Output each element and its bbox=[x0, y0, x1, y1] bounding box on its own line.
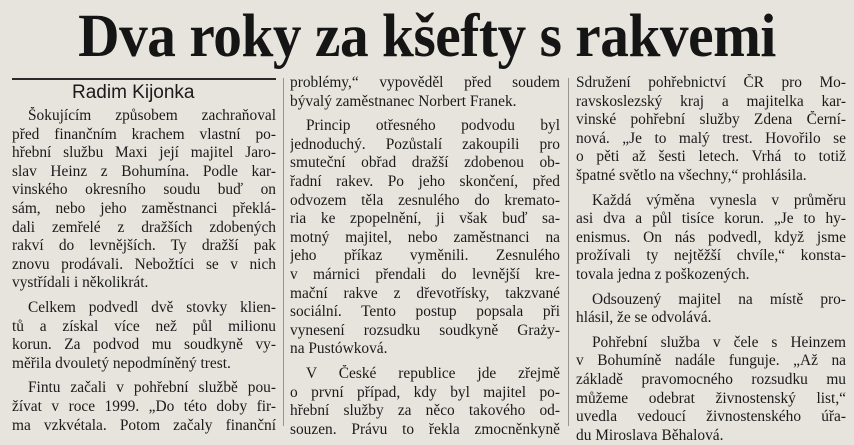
article-line: enismus. On nás podvedl, když jsme bbox=[576, 228, 846, 246]
article-line: základě pravomocného rozsudku mu bbox=[576, 370, 846, 388]
article-line: tů a získal více než půl milionu bbox=[12, 317, 276, 335]
article-line: jeho příkaz vyměnili. Zesnulého bbox=[290, 247, 560, 265]
column-2 bbox=[290, 74, 560, 439]
article-line: sociální. Tento postup popsala při bbox=[290, 303, 560, 321]
article-line: hřební služby za něco takového od- bbox=[290, 402, 560, 420]
article-line: Princip otřesného podvodu byl bbox=[306, 117, 560, 135]
article-line: rakví do levnějších. Ty dražší pak bbox=[12, 237, 276, 255]
column-divider bbox=[283, 78, 284, 426]
article-line: řadní rakev. Po jeho skončení, před bbox=[290, 172, 560, 190]
article-line: tovala jedna z poškozených. bbox=[576, 265, 750, 283]
column-3 bbox=[576, 74, 846, 445]
article-line: du Miroslava Běhalová. bbox=[576, 426, 724, 444]
article-line: prožívali ty nejtěžší chvíle,“ konsta- bbox=[576, 247, 846, 265]
article-line: můžeme odebrat živnostenský list,“ bbox=[576, 389, 846, 407]
article-line: Celkem podvedl dvě stovky klien- bbox=[28, 298, 276, 316]
article-line: korun. Za podvod mu soudkyně vy- bbox=[12, 336, 276, 354]
article-line: asi dva a půl tisíce korun. „Je to hy- bbox=[576, 210, 846, 228]
article-line: vinské pohřební služby Zdena Černí- bbox=[576, 111, 846, 129]
column-divider bbox=[568, 78, 569, 426]
byline: Radim Kijonka bbox=[72, 82, 195, 103]
article-line: vystřídali i několikrát. bbox=[12, 274, 149, 292]
article-line: mační rakve z dřevotřísky, takzvané bbox=[290, 284, 560, 302]
article-line: měřila dvouletý nepodmíněný trest. bbox=[12, 354, 231, 372]
headline: Dva roky za kšefty s rakvemi bbox=[78, 3, 776, 70]
article-line: V České republice jde zřejmě bbox=[306, 364, 560, 382]
article-line: Pohřební služba v čele s Heinzem bbox=[592, 333, 846, 351]
article-line: ma vzkvétala. Potom začaly finanční bbox=[12, 416, 276, 434]
article-line: dali zemřelé z dražších zdobených bbox=[12, 218, 276, 236]
article-line: nová. „Je to malý trest. Hovořilo se bbox=[576, 129, 846, 147]
article-line: Odsouzený majitel na místě pro- bbox=[592, 290, 846, 308]
article-line: Sdružení pohřebnictví ČR pro Mo- bbox=[576, 74, 846, 91]
article-line: v márnici přendali do levnější kre- bbox=[290, 265, 560, 283]
article-line: na Pustówková. bbox=[290, 340, 388, 358]
article-line: vynesení rozsudku soudkyně Graży- bbox=[290, 321, 560, 339]
article-line: Každá výměna vynesla v průměru bbox=[592, 191, 846, 209]
article-line: žívat v roce 1999. „Do této doby fir- bbox=[12, 397, 276, 415]
article-line: o pěti až šesti letech. Vrhá to totiž bbox=[576, 148, 846, 166]
article-line: znovu prodávali. Nebožtíci se v nich bbox=[12, 255, 276, 273]
article-line: vinského okresního soudu buď on bbox=[12, 181, 276, 199]
article-line: odvozem těla zesnulého do kremato- bbox=[290, 191, 560, 209]
article-line: v Bohumíně nadále funguje. „Až na bbox=[576, 352, 846, 370]
article-line: sám, nebo jeho zaměstnanci překlá- bbox=[12, 199, 276, 217]
byline-bar bbox=[12, 78, 276, 106]
article-line: o první případ, kdy byl majitel po- bbox=[290, 383, 560, 401]
article-line: Fintu začali v pohřební službě pou- bbox=[28, 379, 276, 397]
article-line: slav Heinz z Bohumína. Podle kar- bbox=[12, 162, 276, 180]
article-line: ria ke zpopelnění, ji však buď sa- bbox=[290, 210, 560, 228]
article-line: problémy,“ vypověděl před soudem bbox=[290, 74, 560, 91]
article-line: motný majitel, nebo zaměstnanci na bbox=[290, 228, 560, 246]
article-line: souzen. Právu to řekla zmocněnkyně bbox=[290, 420, 560, 438]
article-line: hřební službu Maxi její majitel Jaro- bbox=[12, 144, 276, 162]
article-line: jednoduchý. Pozůstalí zakoupili pro bbox=[290, 135, 560, 153]
article-line: smuteční obřad dražší zdobenou ob- bbox=[290, 154, 560, 172]
article-line: uvedla vedoucí živnostenského úřa- bbox=[576, 408, 846, 426]
column-1 bbox=[12, 107, 276, 435]
article-line: bývalý zaměstnanec Norbert Franek. bbox=[290, 92, 517, 110]
article-line: Šokujícím způsobem zachraňoval bbox=[28, 107, 276, 124]
article-line: špatné světlo na všechny,“ prohlásila. bbox=[576, 166, 807, 184]
article-line: před finančním krachem vlastní po- bbox=[12, 125, 276, 143]
article-line: hlásil, že se odvolává. bbox=[576, 309, 712, 327]
article-line: ravskoslezský kraj a majitelka kar- bbox=[576, 92, 846, 110]
